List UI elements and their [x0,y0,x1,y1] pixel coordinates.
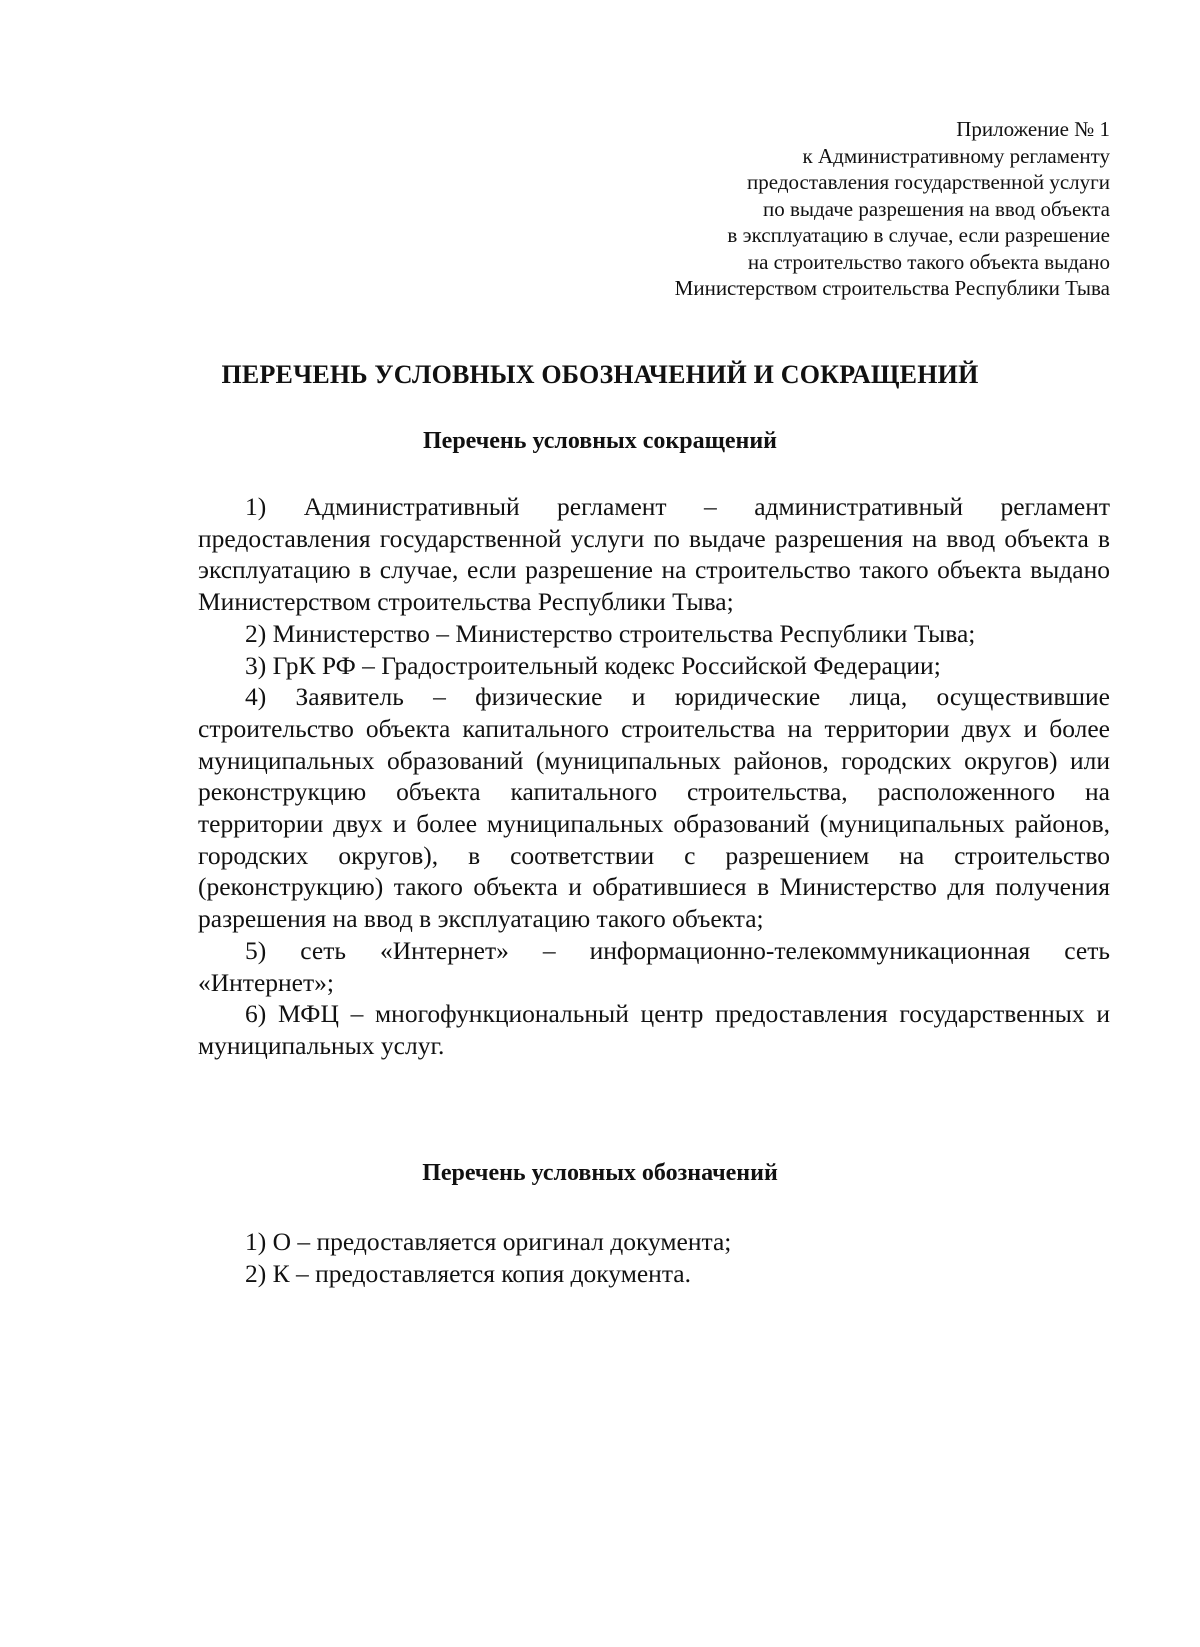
abbreviation-item: 4) Заявитель – физические и юридические лица, осуществившие строительство объекта капитального строительства на территории двух и более муниципальных образований (муниципальных районов, городских округов) или реконструкцию объекта капитального строительства, расположенного на территории двух и более муниципальных образований (муниципальных районов, городских округов), в соответствии с разрешением на строительство (реконструкцию) такого объекта и обратившиеся в Министерство для получения разрешения на ввод в эксплуатацию такого объекта; [198,682,1110,934]
abbreviation-item: 5) сеть «Интернет» – информационно-телекоммуникационная сеть «Интернет»; [198,935,1110,997]
abbreviations-heading: Перечень условных сокращений [423,428,777,454]
appendix-header [550,116,1110,302]
abbreviation-item: 2) Министерство – Министерство строительства Республики Тыва; [245,618,976,648]
abbreviation-item: 6) МФЦ – многофункциональный центр предоставления государственных и муниципальных услуг. [198,999,1110,1060]
appendix-line: предоставления государственной услуги [747,170,1110,194]
symbols-list [198,1226,1110,1289]
symbol-item: 1) О – предоставляется оригинал документа; [245,1227,732,1256]
appendix-line: по выдаче разрешения на ввод объекта [763,196,1110,221]
abbreviation-item: 1) Административный регламент – административный регламент предоставления государственной услуги по выдаче разрешения на ввод объекта в эксплуатацию в случае, если разрешение на строительство такого объекта выдано Министерством строительства Республики Тыва; [198,492,1110,617]
appendix-line: в эксплуатацию в случае, если разрешение [727,223,1110,247]
abbreviations-list [198,491,1110,1062]
document-title: ПЕРЕЧЕНЬ УСЛОВНЫХ ОБОЗНАЧЕНИЙ И СОКРАЩЕНИЙ [221,360,979,389]
appendix-line: Приложение № 1 [956,117,1110,141]
appendix-line: на строительство такого объекта выдано [747,249,1110,274]
appendix-line: к Административному регламенту [802,143,1110,168]
appendix-line: Министерством строительства Республики Тыва [674,276,1110,300]
symbol-item: 2) К – предоставляется копия документа. [245,1258,691,1288]
symbols-heading: Перечень условных обозначений [422,1160,778,1186]
abbreviation-item: 3) ГрК РФ – Градостроительный кодекс Российской Федерации; [245,650,941,680]
